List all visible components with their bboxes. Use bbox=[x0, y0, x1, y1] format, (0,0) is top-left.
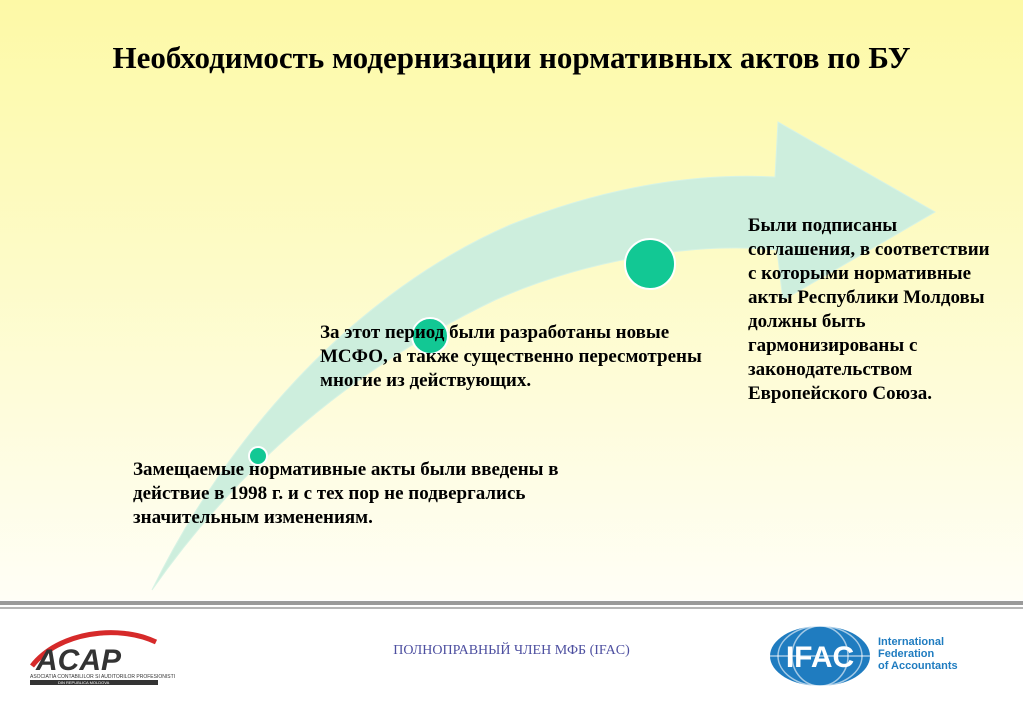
ifac-name-line2: Federation bbox=[878, 648, 935, 660]
ifac-name-line3: of Accountants bbox=[878, 660, 958, 672]
step-1-text: Замещаемые нормативные акты были введены в действие в 1998 г. и с тех пор не подвергались значительным изменениям. bbox=[133, 459, 559, 528]
step-3-text: Были подписаны соглашения, в соответствии с которыми нормативные акты Республики Молдовы должны быть гармонизированы с законодательством Европейского Союза. bbox=[748, 215, 990, 404]
footer-divider bbox=[0, 601, 1023, 605]
step-3-dot bbox=[625, 239, 675, 289]
acap-logo-country: DIN REPUBLICA MOLDOVA bbox=[58, 680, 110, 685]
ifac-name-line1: International bbox=[878, 636, 945, 648]
step-2-text: За этот период были разработаны новые МСФО, а также существенно пересмотрены многие из действующих. bbox=[320, 322, 702, 391]
ifac-name bbox=[878, 636, 958, 672]
footer-divider-thin bbox=[0, 607, 1023, 609]
slide-title: Необходимость модернизации нормативных актов по БУ bbox=[112, 40, 911, 75]
acap-logo-subtitle: ASOCIATIA CONTABILILOR SI AUDITORILOR PROFESIONISTI bbox=[30, 674, 176, 680]
membership-text: ПОЛНОПРАВНЫЙ ЧЛЕН МФБ (IFAC) bbox=[393, 643, 630, 658]
ifac-logo-text: IFAC bbox=[785, 641, 855, 674]
acap-logo-text: ACAP bbox=[36, 644, 122, 677]
